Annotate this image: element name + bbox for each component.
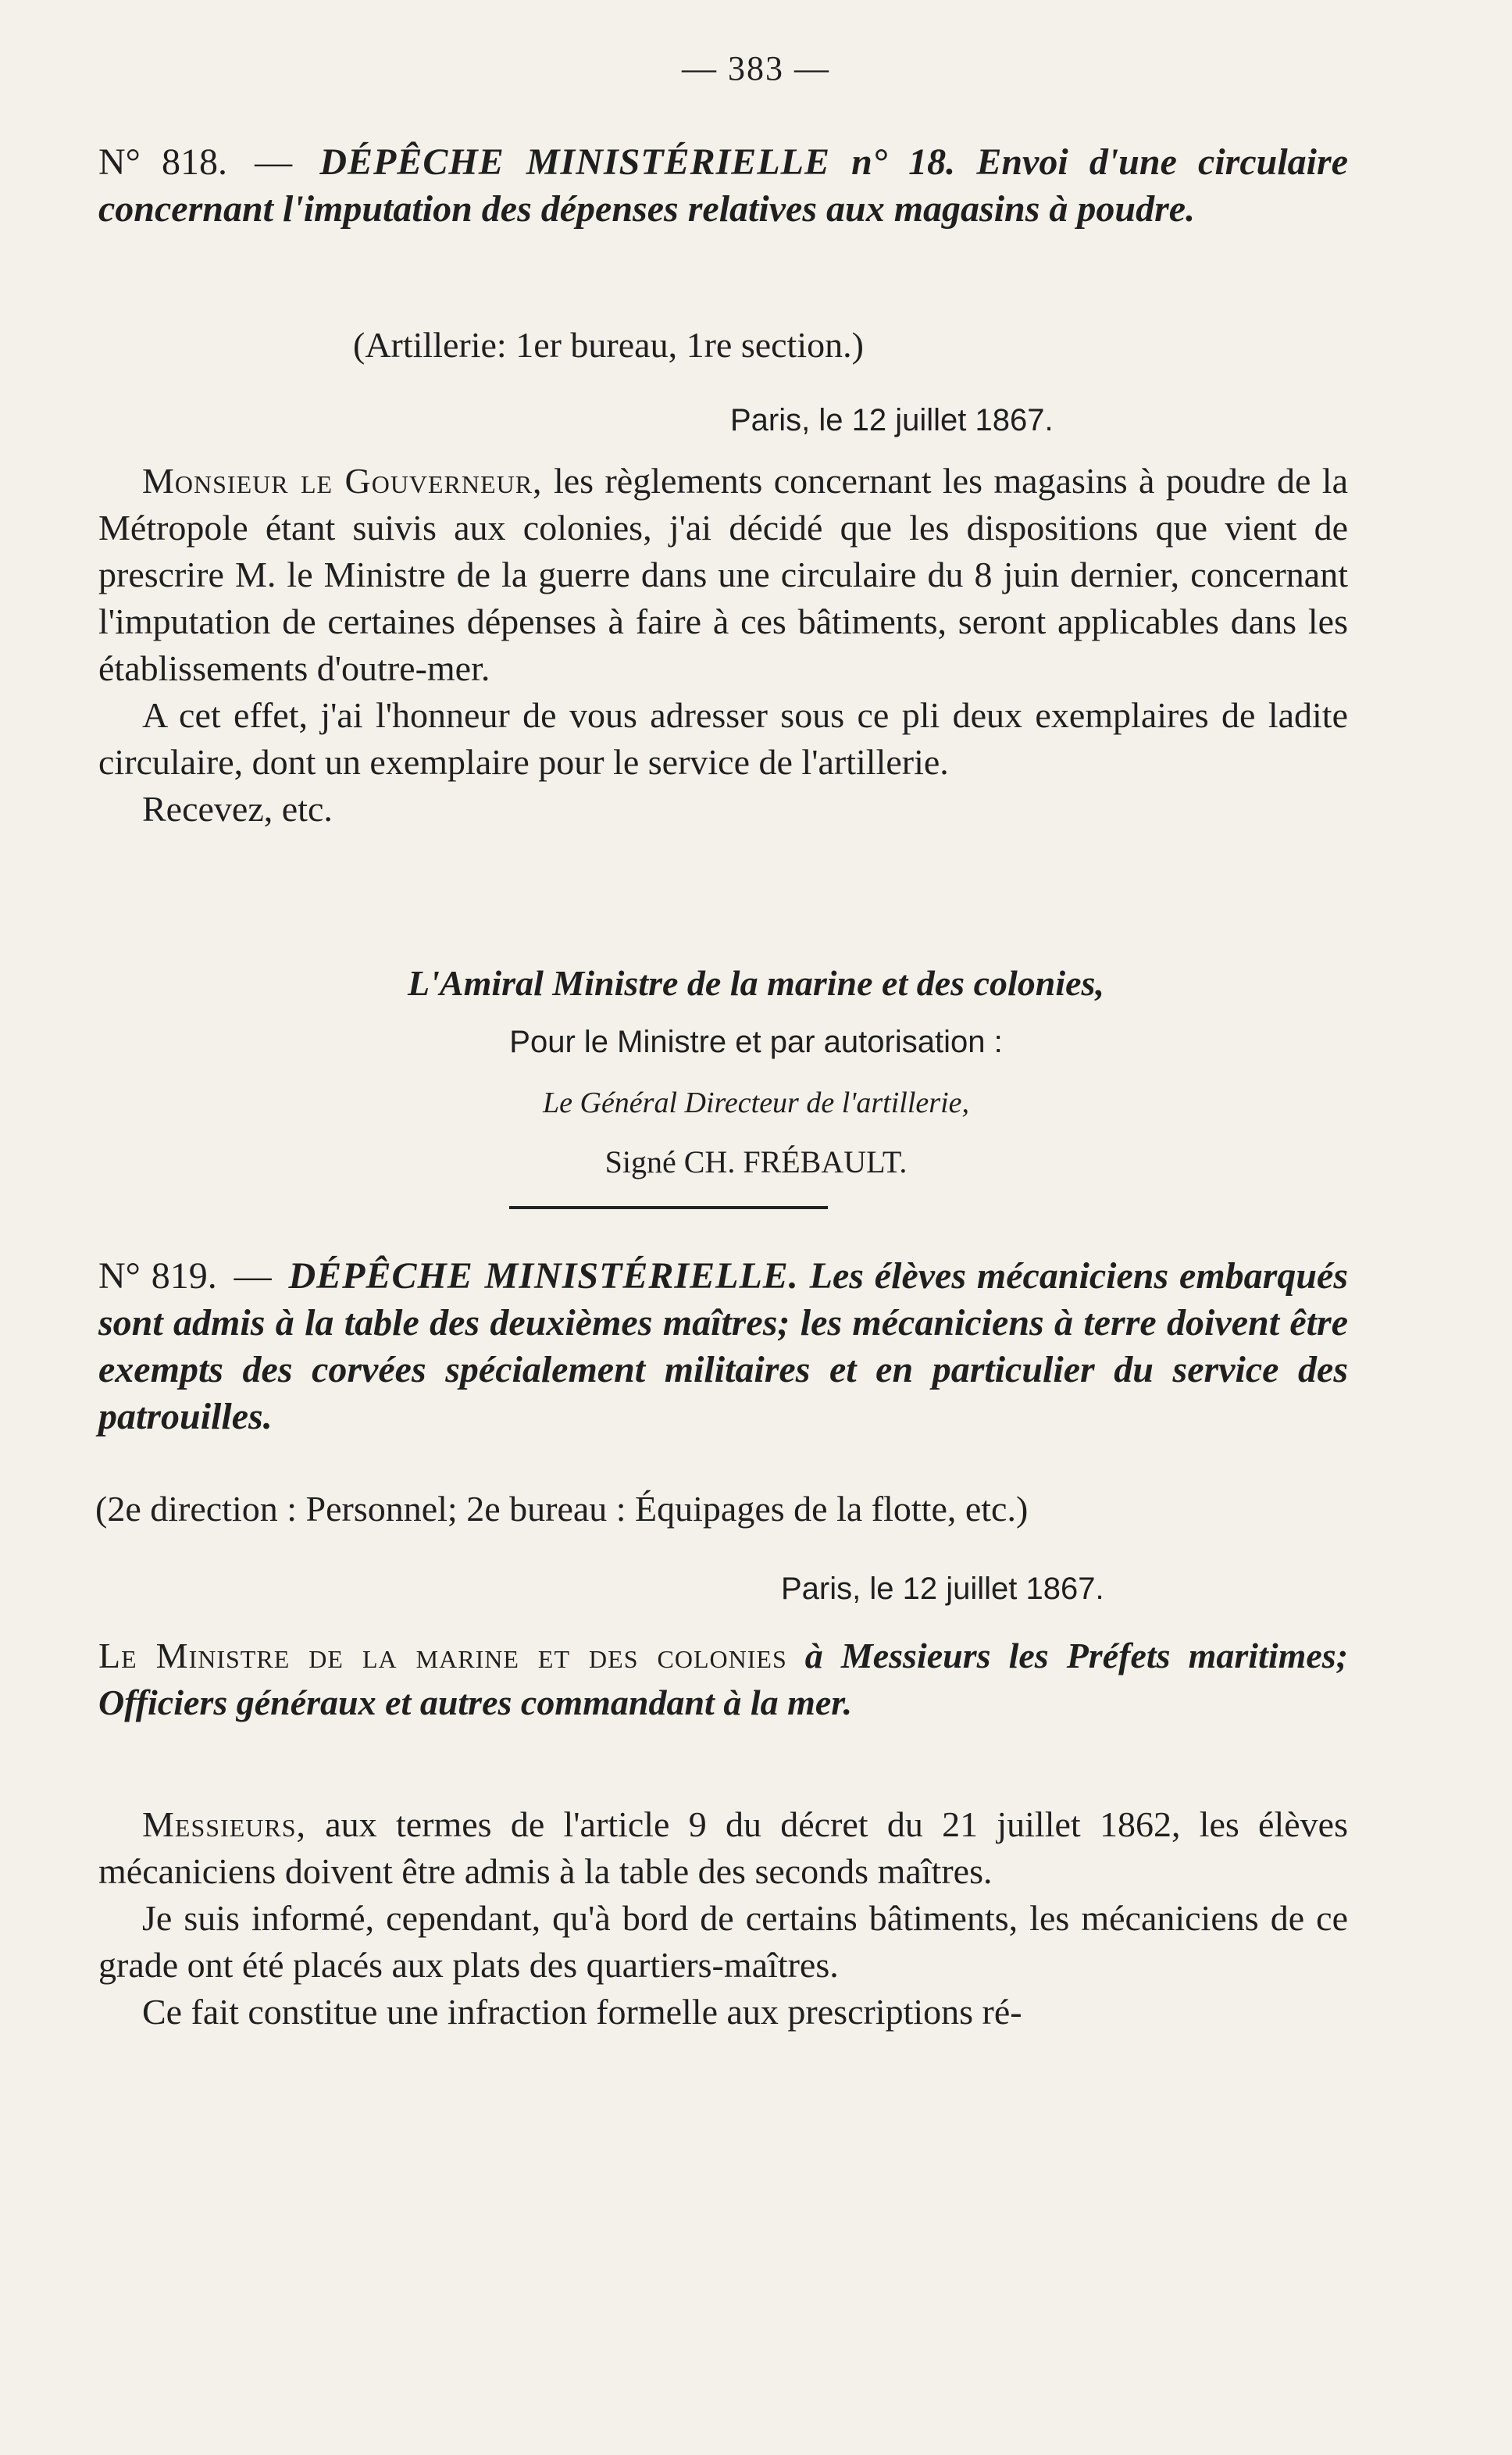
document-819-addressee xyxy=(98,1633,1348,1726)
document-818-heading xyxy=(98,139,1348,233)
document-819-addressee-sender: Le Ministre de la marine et des colonies xyxy=(98,1636,787,1675)
document-819-title: DÉPÊCHE MINISTÉRIELLE. xyxy=(288,1255,799,1297)
heading-dash: — xyxy=(255,141,293,183)
document-819-number: N° 819. xyxy=(98,1255,217,1297)
document-818-salutation: Monsieur le Gouverneur, xyxy=(142,461,543,501)
document-819-salutation: Messieurs, xyxy=(142,1804,306,1844)
document-819-subject: Les élèves mécaniciens embarqués sont admis à la table des deuxièmes maîtres; les mécaniciens à terre doivent être exempts des corvées spécialement militaires et en particulier du service des patrouilles. xyxy=(98,1255,1349,1437)
document-819-date: Paris, le 12 juillet 1867. xyxy=(781,1572,1104,1606)
section-divider xyxy=(509,1206,828,1209)
signature-name: Signé CH. FRÉBAULT. xyxy=(604,1144,908,1179)
document-819-office: (2e direction : Personnel; 2e bureau : Équipages de la flotte, etc.) xyxy=(95,1489,1029,1529)
document-818-paragraph-1-text: les règlements concernant les magasins à poudre de la Métropole étant suivis aux colonies, j'ai décidé que les dispositions que vient de prescrire M. le Ministre de la guerre dans une circulaire du 8 juin dernier, concernant l'imputation de certaines dépenses à faire à ces bâtiments, seront applicables dans les établissements d'outre-mer. xyxy=(98,461,1349,688)
document-819-paragraph-3: Ce fait constitue une infraction formelle aux prescriptions ré- xyxy=(142,1992,1022,2032)
document-819-paragraph-1 xyxy=(98,1801,1348,1895)
signature-director: Le Général Directeur de l'artillerie, xyxy=(543,1087,969,1119)
document-818-paragraph-2: A cet effet, j'ai l'honneur de vous adresser sous ce pli deux exemplaires de ladite circulaire, dont un exemplaire pour le service de l'artillerie. xyxy=(98,695,1348,782)
heading-dash: — xyxy=(234,1255,272,1297)
signature-title: L'Amiral Ministre de la marine et des colonies, xyxy=(408,963,1104,1003)
document-818-closing: Recevez, etc. xyxy=(142,789,333,829)
document-819-body xyxy=(98,1801,1348,2036)
document-819-addressee-recipients: à Messieurs les Préfets maritimes; Officiers généraux et autres commandant à la mer. xyxy=(98,1636,1349,1722)
document-818-number: N° 818. xyxy=(98,141,228,183)
document-818-paragraph-1 xyxy=(98,458,1348,692)
document-818-subject: Envoi d'une circulaire concernant l'imputation des dépenses relatives aux magasins à poudre. xyxy=(98,141,1348,230)
signature-authorization: Pour le Ministre et par autorisation : xyxy=(509,1025,1003,1059)
page-number: — 383 — xyxy=(682,49,830,87)
document-819-heading xyxy=(98,1253,1348,1440)
document-819-paragraph-2: Je suis informé, cependant, qu'à bord de certains bâtiments, les mécaniciens de ce grade ont été placés aux plats des quartiers-maîtres. xyxy=(98,1898,1348,1985)
document-818-body xyxy=(98,458,1348,833)
document-819-paragraph-1-text: aux termes de l'article 9 du décret du 21 juillet 1862, les élèves mécaniciens doivent être admis à la table des seconds maîtres. xyxy=(98,1804,1348,1891)
document-818-date: Paris, le 12 juillet 1867. xyxy=(730,403,1054,437)
document-818-office: (Artillerie: 1er bureau, 1re section.) xyxy=(353,325,864,365)
document-818-title-suffix: n° 18. xyxy=(851,141,956,183)
document-818-title: DÉPÊCHE MINISTÉRIELLE xyxy=(319,141,830,183)
